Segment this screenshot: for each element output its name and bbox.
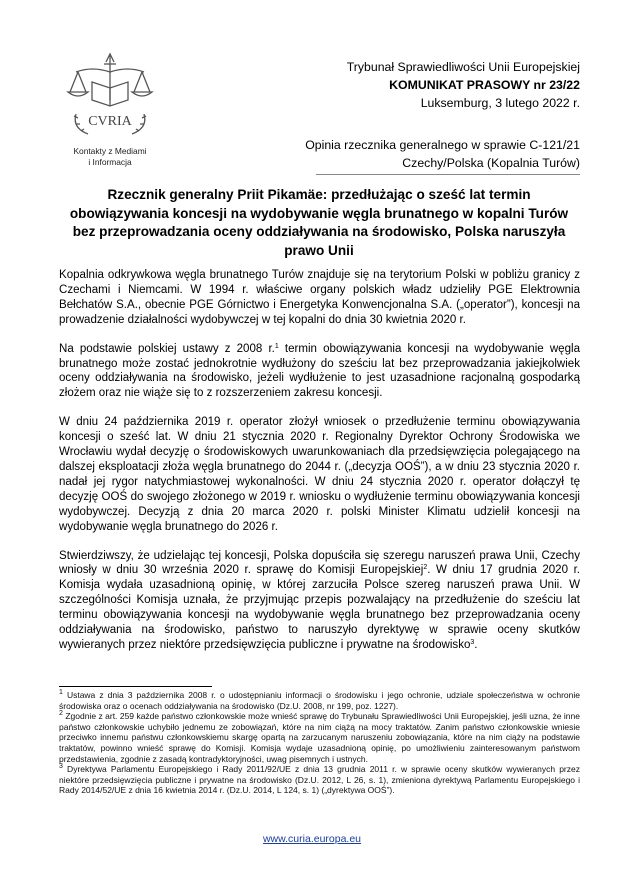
- footnote-number: 3: [59, 763, 63, 771]
- case-reference: [305, 136, 580, 172]
- paragraph-text: .: [474, 638, 478, 651]
- footnote-number: 2: [59, 710, 63, 718]
- footnote-text: Dyrektywa Parlamentu Europejskiego i Rady 2011/92/UE z dnia 13 grudnia 2011 r. w sprawie oceny skutków wywieranych przez niektóre przedsięwzięcia publiczne i prywatne na środowisko (Dz.U. 2012, L 26, s. 1), zmieniona dyrektywą Parlamentu Europejskiego i Rady 2014/52/UE z dnia 16 kwietnia 2014 r. (Dz.U. 2014, L 124, s. 1) („dyrektywa OOŚ”).: [59, 764, 580, 796]
- curia-emblem-icon: [62, 48, 158, 140]
- curia-logo-text: CVRIA: [88, 114, 132, 129]
- contacts-line-2: i Informacja: [88, 157, 132, 167]
- place-date: Luksemburg, 3 lutego 2022 r.: [420, 96, 580, 110]
- footnote: [59, 690, 580, 711]
- paragraph: [59, 342, 580, 402]
- case-line-2: Czechy/Polska (Kopalnia Turów): [402, 156, 580, 170]
- footnote-ref[interactable]: 2: [423, 564, 428, 572]
- institution-name: Trybunał Sprawiedliwości Unii Europejskiej: [346, 60, 580, 74]
- media-contacts-label: [50, 146, 170, 168]
- contacts-line-1: Kontakty z Mediami: [73, 146, 147, 156]
- paragraph: W dniu 24 października 2019 r. operator złożył wniosek o przedłużenie terminu obowiązywania koncesji o sześć lat. W dniu 21 stycznia 2020 r. Regionalny Dyrektor Ochrony Środowiska we Wrocławiu wydał decyzję o środowiskowych uwarunkowaniach dla przedsięwzięcia polegającego na dalszej eksploatacji złoża węgla brunatnego do 2044 r. („decyzja OOŚ”), a w dniu 23 stycznia 2020 r. nadał jej rygor natychmiastowej wykonalności. W dniu 24 stycznia 2020 r. operator dołączył tę decyzję OOŚ do swojego złożonego w 2019 r. wniosku o wydłużenie terminu obowiązywania koncesji wydobywczej. Decyzją z dnia 20 marca 2020 r. polski Minister Klimatu udzielił koncesji na wydobywanie węgla brunatnego do 2026 r.: [59, 416, 580, 533]
- footnotes: [59, 690, 580, 796]
- paragraph: Kopalnia odkrywkowa węgla brunatnego Turów znajduje się na terytorium Polski w pobliżu granicy z Czechami i Niemcami. W 1994 r. właściwe organy polskich władz udzieliły PGE Elektrownia Bełchatów S.A., obecnie PGE Górnictwo i Energetyka Konwencjonalna S.A. („operator”), koncesji na prowadzenie działalności wydobywczej w tej kopalni do dnia 30 kwietnia 2020 r.: [59, 269, 580, 326]
- footnote-text: Ustawa z dnia 3 października 2008 r. o udostępnianiu informacji o środowisku i jego ochronie, udziale społeczeństwa w ochronie środowiska oraz o ocenach oddziaływania na środowisko (Dz.U. 2008, nr 199, poz. 1227).: [59, 690, 580, 711]
- paragraph-text: Na podstawie polskiej ustawy z 2008 r.: [59, 342, 275, 355]
- press-release-body: [59, 268, 580, 667]
- footnote: [59, 764, 580, 796]
- paragraph-text: termin obowiązywania koncesji na wydobywanie węgla brunatnego może zostać jednokrotnie wydłużony do sześciu lat bez przeprowadzania jakiejkolwiek oceny oddziaływania na środowisko, jeżeli wydłużenie to jest uzasadnione racjonalną gospodarką złożem oraz nie wiąże się to z rozszerzeniem zakresu koncesji.: [59, 342, 580, 400]
- paragraph-text: . W dniu 17 grudnia 2020 r. Komisja wydała uzasadnioną opinię, w której zarzuciła Polsce szereg naruszeń prawa Unii. W szczególności Komisja uznała, że przyjmując przepis pozwalający na przedłużenie do sześciu lat terminu obowiązywania koncesji na wydobywanie węgla brunatnego bez przeprowadzania oceny oddziaływania na środowisko, państwo to naruszyło dyrektywę w sprawie oceny skutków wywieranych przez niektóre przedsięwzięcia publiczne i prywatne na środowisko: [59, 564, 581, 651]
- paragraph: [59, 549, 580, 653]
- case-line-1: Opinia rzecznika generalnego w sprawie C-121/21: [305, 138, 580, 152]
- footnote-separator: [59, 686, 212, 687]
- header-divider: [316, 174, 580, 175]
- footnote-number: 1: [59, 689, 63, 696]
- footnote: [59, 711, 580, 764]
- footnote-text: Zgodnie z art. 259 każde państwo członkowskie może wnieść sprawę do Trybunału Sprawiedliwości Unii Europejskiej, jeśli uzna, że inne państwo członkowskie uchybiło jednemu ze zobowiązań, które na nim ciążą na mocy traktatów. Zanim państwo członkowskie wniesie przeciwko innemu państwu członkowskiemu skargę opartą na zarzucanym naruszeniu zobowiązania, które na nim ciąży na podstawie traktatów, powinno wnieść sprawę do Komisji. Komisja wydaje uzasadnioną opinię, po umożliwieniu zainteresowanym państwom przedstawienia, zgodnie z zasadą kontradyktoryjności, uwag pisemnych i ustnych.: [59, 711, 580, 764]
- page-footer: [0, 833, 624, 845]
- curia-website-link[interactable]: www.curia.europa.eu: [262, 833, 362, 845]
- curia-logo: [62, 48, 158, 140]
- press-release-title: Rzecznik generalny Priit Pikamäe: przedłużając o sześć lat termin obowiązywania koncesji na wydobywanie węgla brunatnego w kopalni Turów bez przeprowadzania oceny oddziaływania na środowisko, Polska naruszyła prawo Unii: [69, 187, 569, 258]
- footnote-ref[interactable]: 1: [274, 342, 279, 350]
- press-release-number: KOMUNIKAT PRASOWY nr 23/22: [389, 78, 580, 92]
- footnote-ref[interactable]: 3: [470, 638, 475, 646]
- press-release-header: [347, 58, 580, 112]
- paragraph-text: Stwierdziwszy, że udzielając tej koncesji, Polska dopuściła się szeregu naruszeń prawa Unii, Czechy wniosły w dniu 30 września 2020 r. sprawę do Komisji Europejskiej: [59, 549, 580, 577]
